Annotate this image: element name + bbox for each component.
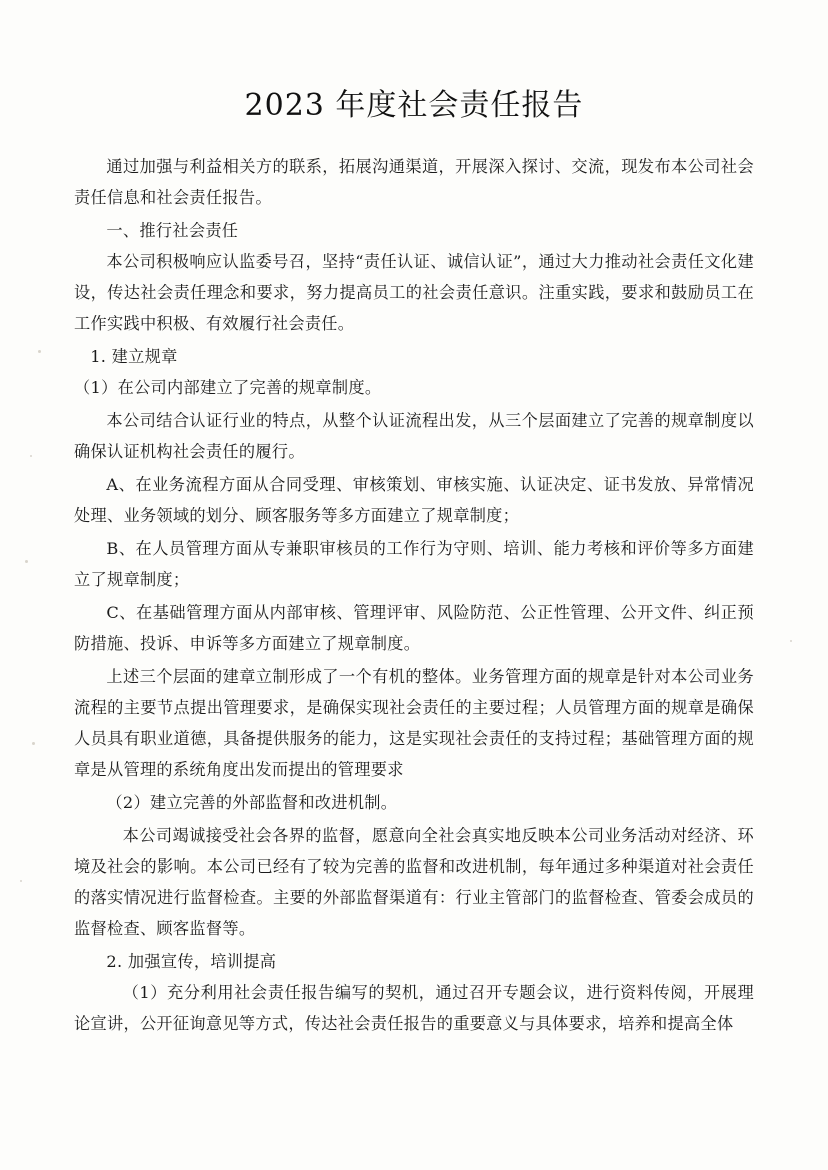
paper-speckle — [790, 640, 792, 642]
paragraph-summary: 上述三个层面的建章立制形成了一个有机的整体。业务管理方面的规章是针对本公司业务流程的主要节点提出管理要求，是确保实现社会责任的主要过程；人员管理方面的规章是确保人员具有职业道德，具备提供服务的能力，这是实现社会责任的支持过程；基础管理方面的规章是从管理的系统角度出发而提出的管理要求 — [74, 667, 754, 779]
paragraph-item-a: A、在业务流程方面从合同受理、审核策划、审核实施、认证决定、证书发放、异常情况处理、业务领域的划分、顾客服务等多方面建立了规章制度； — [74, 475, 754, 525]
paragraph-item-c: C、在基础管理方面从内部审核、管理评审、风险防范、公正性管理、公开文件、纠正预防措施、投诉、申诉等多方面建立了规章制度。 — [74, 603, 754, 653]
sub-heading-establish-rules: 1. 建立规章 — [90, 347, 178, 366]
paragraph-item-1-2: （2）建立完善的外部监督和改进机制。 — [106, 793, 398, 812]
paragraph-item-2-1: （1）充分利用社会责任报告编写的契机，通过召开专题会议，进行资料传阅，开展理论宣讲，公开征询意见等方式，传达社会责任报告的重要意义与具体要求，培养和提高全体 — [74, 983, 754, 1033]
paragraph-item-1-1: （1）在公司内部建立了完善的规章制度。 — [74, 378, 382, 397]
paragraph-item-b: B、在人员管理方面从专兼职审核员的工作行为守则、培训、能力考核和评价等多方面建立了规章制度； — [74, 539, 754, 589]
paper-speckle — [20, 880, 22, 882]
paper-speckle — [32, 742, 35, 745]
paper-speckle — [25, 560, 28, 563]
paper-speckle — [30, 455, 32, 457]
paragraph-section-1-body: 本公司积极响应认监委号召，坚持“责任认证、诚信认证”，通过大力推动社会责任文化建设，传达社会责任理念和要求，努力提高员工的社会责任意识。注重实践，要求和鼓励员工在工作实践中积极、有效履行社会责任。 — [74, 252, 754, 333]
section-heading-1: 一、推行社会责任 — [106, 221, 239, 240]
paragraph-item-1-1-body: 本公司结合认证行业的特点，从整个认证流程出发，从三个层面建立了完善的规章制度以确保认证机构社会责任的履行。 — [74, 411, 754, 461]
paragraph-intro: 通过加强与利益相关方的联系，拓展沟通渠道，开展深入探讨、交流，现发布本公司社会责任信息和社会责任报告。 — [74, 157, 754, 207]
sub-heading-publicity-training: 2. 加强宣传，培训提高 — [106, 952, 277, 971]
paragraph-item-1-2-body: 本公司竭诚接受社会各界的监督，愿意向全社会真实地反映本公司业务活动对经济、环境及社会的影响。本公司已经有了较为完善的监督和改进机制，每年通过多种渠道对社会责任的落实情况进行监督检查。主要的外部监督渠道有：行业主管部门的监督检查、管委会成员的监督检查、顾客监督等。 — [74, 826, 754, 938]
paper-speckle — [38, 350, 41, 353]
page-title: 2023 年度社会责任报告 — [244, 88, 584, 123]
